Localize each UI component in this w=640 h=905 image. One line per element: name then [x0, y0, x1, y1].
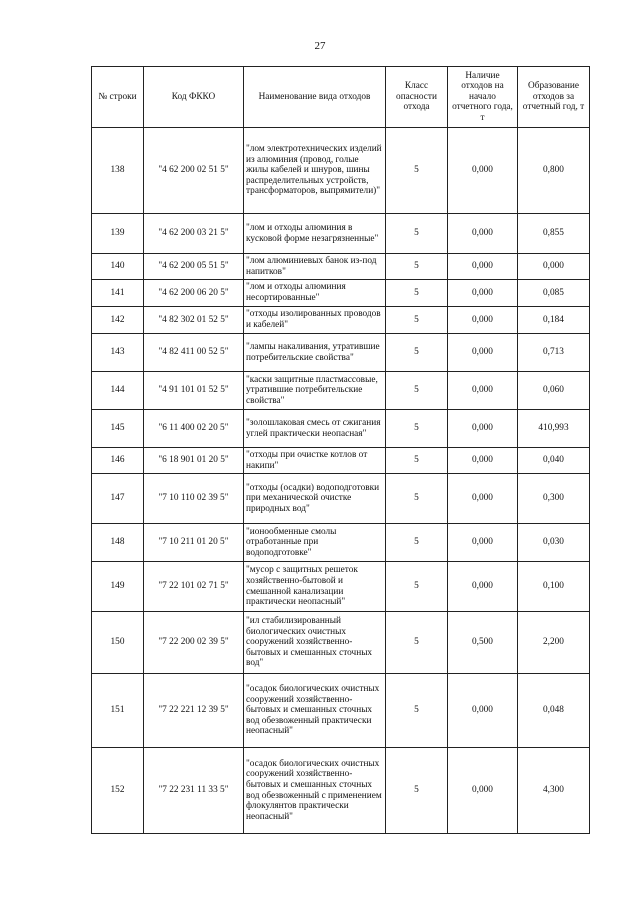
cell-code: "7 10 110 02 39 5"	[144, 474, 244, 524]
cell-name: "золошлаковая смесь от сжигания углей практически неопасная"	[244, 410, 386, 448]
cell-name: "отходы изолированных проводов и кабелей"	[244, 307, 386, 334]
cell-generated: 0,060	[518, 372, 590, 410]
cell-row-no: 140	[92, 254, 144, 280]
cell-name: "лампы накаливания, утратившие потребительские свойства"	[244, 334, 386, 372]
cell-row-no: 152	[92, 748, 144, 834]
cell-start-balance: 0,000	[448, 410, 518, 448]
cell-code: "6 18 901 01 20 5"	[144, 448, 244, 474]
cell-name: "лом и отходы алюминия в кусковой форме незагрязненные"	[244, 214, 386, 254]
cell-start-balance: 0,000	[448, 254, 518, 280]
cell-code: "4 62 200 06 20 5"	[144, 280, 244, 307]
cell-hazard-class: 5	[386, 254, 448, 280]
cell-generated: 2,200	[518, 612, 590, 674]
table-row	[92, 128, 590, 214]
table-row	[92, 307, 590, 334]
header-code: Код ФККО	[144, 67, 244, 128]
cell-row-no: 146	[92, 448, 144, 474]
table-row	[92, 612, 590, 674]
cell-generated: 0,855	[518, 214, 590, 254]
table-row	[92, 280, 590, 307]
cell-row-no: 151	[92, 674, 144, 748]
cell-name: "каски защитные пластмассовые, утратившие потребительские свойства"	[244, 372, 386, 410]
cell-generated: 0,800	[518, 128, 590, 214]
cell-row-no: 138	[92, 128, 144, 214]
cell-generated: 0,030	[518, 524, 590, 562]
cell-code: "7 22 200 02 39 5"	[144, 612, 244, 674]
cell-hazard-class: 5	[386, 307, 448, 334]
cell-name: "осадок биологических очистных сооружений хозяйственно-бытовых и смешанных сточных вод обезвоженный с применением флокулянтов практически неопасный"	[244, 748, 386, 834]
cell-row-no: 148	[92, 524, 144, 562]
cell-row-no: 147	[92, 474, 144, 524]
cell-row-no: 150	[92, 612, 144, 674]
cell-row-no: 149	[92, 562, 144, 612]
table-row	[92, 748, 590, 834]
cell-name: "отходы при очистке котлов от накипи"	[244, 448, 386, 474]
table-row	[92, 334, 590, 372]
cell-start-balance: 0,000	[448, 334, 518, 372]
cell-name: "осадок биологических очистных сооружений хозяйственно-бытовых и смешанных сточных вод обезвоженный практически неопасный"	[244, 674, 386, 748]
cell-start-balance: 0,000	[448, 748, 518, 834]
cell-code: "7 22 221 12 39 5"	[144, 674, 244, 748]
cell-start-balance: 0,000	[448, 214, 518, 254]
cell-hazard-class: 5	[386, 280, 448, 307]
cell-start-balance: 0,000	[448, 674, 518, 748]
cell-hazard-class: 5	[386, 214, 448, 254]
cell-hazard-class: 5	[386, 334, 448, 372]
cell-code: "4 62 200 05 51 5"	[144, 254, 244, 280]
cell-generated: 0,100	[518, 562, 590, 612]
cell-code: "4 62 200 02 51 5"	[144, 128, 244, 214]
cell-row-no: 145	[92, 410, 144, 448]
cell-hazard-class: 5	[386, 474, 448, 524]
cell-hazard-class: 5	[386, 128, 448, 214]
waste-table	[91, 66, 590, 834]
cell-name: "мусор с защитных решеток хозяйственно-бытовой и смешанной канализации практически неопасный"	[244, 562, 386, 612]
table-body	[92, 128, 590, 834]
cell-start-balance: 0,000	[448, 562, 518, 612]
header-hazard-class: Класс опасности отхода	[386, 67, 448, 128]
table-row	[92, 674, 590, 748]
cell-generated: 0,713	[518, 334, 590, 372]
cell-name: "лом и отходы алюминия несортированные"	[244, 280, 386, 307]
page-number: 27	[314, 40, 326, 52]
cell-code: "4 82 302 01 52 5"	[144, 307, 244, 334]
cell-name: "ил стабилизированный биологических очистных сооружений хозяйственно-бытовых и смешанных сточных вод"	[244, 612, 386, 674]
cell-row-no: 142	[92, 307, 144, 334]
cell-start-balance: 0,000	[448, 448, 518, 474]
cell-hazard-class: 5	[386, 612, 448, 674]
table-row	[92, 524, 590, 562]
table-header-row	[92, 67, 590, 128]
cell-name: "лом электротехнических изделий из алюминия (провод, голые жилы кабелей и шнуров, шины распределительных устройств, трансформаторов, выпрямители)"	[244, 128, 386, 214]
cell-hazard-class: 5	[386, 674, 448, 748]
cell-row-no: 144	[92, 372, 144, 410]
cell-start-balance: 0,500	[448, 612, 518, 674]
cell-hazard-class: 5	[386, 748, 448, 834]
header-generated: Образование отходов за отчетный год, т	[518, 67, 590, 128]
table-row	[92, 372, 590, 410]
cell-start-balance: 0,000	[448, 372, 518, 410]
table-row	[92, 474, 590, 524]
cell-row-no: 139	[92, 214, 144, 254]
cell-code: "6 11 400 02 20 5"	[144, 410, 244, 448]
cell-start-balance: 0,000	[448, 128, 518, 214]
cell-generated: 0,300	[518, 474, 590, 524]
cell-hazard-class: 5	[386, 410, 448, 448]
cell-row-no: 141	[92, 280, 144, 307]
cell-code: "4 62 200 03 21 5"	[144, 214, 244, 254]
cell-generated: 0,085	[518, 280, 590, 307]
table-row	[92, 214, 590, 254]
cell-start-balance: 0,000	[448, 524, 518, 562]
cell-generated: 0,184	[518, 307, 590, 334]
table-row	[92, 254, 590, 280]
cell-hazard-class: 5	[386, 524, 448, 562]
cell-hazard-class: 5	[386, 562, 448, 612]
cell-start-balance: 0,000	[448, 280, 518, 307]
cell-start-balance: 0,000	[448, 474, 518, 524]
header-start-balance: Наличие отходов на начало отчетного года, т	[448, 67, 518, 128]
cell-code: "7 10 211 01 20 5"	[144, 524, 244, 562]
table-row	[92, 448, 590, 474]
cell-name: "отходы (осадки) водоподготовки при механической очистке природных вод"	[244, 474, 386, 524]
cell-code: "4 82 411 00 52 5"	[144, 334, 244, 372]
cell-hazard-class: 5	[386, 372, 448, 410]
cell-name: "ионообменные смолы отработанные при водоподготовке"	[244, 524, 386, 562]
table-row	[92, 562, 590, 612]
header-name: Наименование вида отходов	[244, 67, 386, 128]
cell-hazard-class: 5	[386, 448, 448, 474]
cell-generated: 0,048	[518, 674, 590, 748]
cell-start-balance: 0,000	[448, 307, 518, 334]
cell-code: "7 22 231 11 33 5"	[144, 748, 244, 834]
cell-generated: 0,000	[518, 254, 590, 280]
table-row	[92, 410, 590, 448]
cell-code: "7 22 101 02 71 5"	[144, 562, 244, 612]
cell-code: "4 91 101 01 52 5"	[144, 372, 244, 410]
cell-row-no: 143	[92, 334, 144, 372]
cell-generated: 4,300	[518, 748, 590, 834]
cell-generated: 410,993	[518, 410, 590, 448]
header-row-no: № строки	[92, 67, 144, 128]
cell-name: "лом алюминиевых банок из-под напитков"	[244, 254, 386, 280]
cell-generated: 0,040	[518, 448, 590, 474]
